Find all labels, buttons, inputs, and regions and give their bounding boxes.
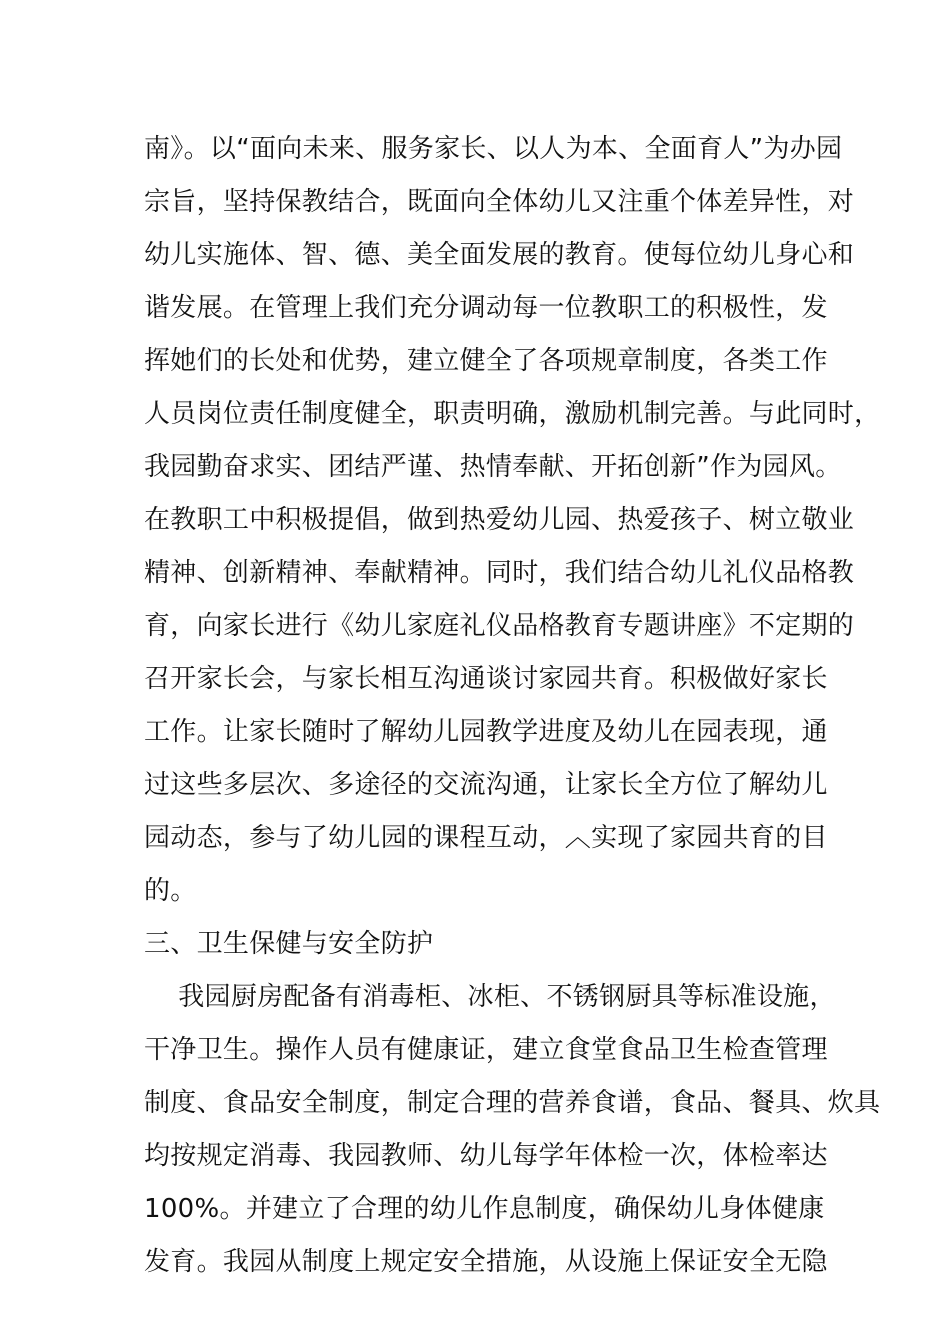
text-line: 育，向家长进行《幼儿家庭礼仪品格教育专题讲座》不定期的: [144, 611, 855, 641]
text-line: 幼儿实施体、智、德、美全面发展的教育。使每位幼儿身心和: [144, 240, 855, 270]
text-line: 在教职工中积极提倡，做到热爱幼儿园、热爱孩子、树立敬业: [144, 505, 855, 535]
text-line: 工作。让家长随时了解幼儿园教学进度及幼儿在园表现，通: [144, 717, 828, 747]
text-line: 过这些多层次、多途径的交流沟通，让家长全方位了解幼儿: [144, 770, 828, 800]
text-line: 召开家长会，与家长相互沟通谈讨家园共育。积极做好家长: [144, 664, 828, 694]
text-line: 人员岗位责任制度健全，职责明确，激励机制完善。与此同时，: [144, 399, 881, 429]
text-line: 均按规定消毒、我园教师、幼儿每学年体检一次，体检率达: [144, 1141, 828, 1171]
text-line: 100%。并建立了合理的幼儿作息制度，确保幼儿身体健康: [144, 1194, 825, 1224]
text-line: 我园勤奋求实、团结严谨、热情奉献、开拓创新”作为园风。: [144, 452, 842, 482]
text-line: 宗旨，坚持保教结合，既面向全体幼儿又注重个体差异性，对: [144, 187, 855, 217]
text-line: 南》。以“面向未来、服务家长、以人为本、全面育人”为办园: [144, 134, 843, 164]
text-line: 挥她们的长处和优势，建立健全了各项规章制度，各类工作: [144, 346, 828, 376]
text-line: 发育。我园从制度上规定安全措施，从设施上保证安全无隐: [144, 1247, 828, 1277]
text-line: 谐发展。在管理上我们充分调动每一位教职工的积极性，发: [144, 293, 828, 323]
section-heading: 三、卫生保健与安全防护: [144, 929, 434, 959]
text-line: 我园厨房配备有消毒柜、冰柜、不锈钢厨具等标准设施，: [144, 982, 836, 1012]
text-line: 园动态，参与了幼儿园的课程互动，︿实现了家园共育的目: [144, 823, 828, 853]
text-line: 干净卫生。操作人员有健康证，建立食堂食品卫生检查管理: [144, 1035, 828, 1065]
text-line: 制度、食品安全制度，制定合理的营养食谱，食品、餐具、炊具: [144, 1088, 881, 1118]
text-line: 的。: [144, 876, 197, 906]
text-line: 精神、创新精神、奉献精神。同时，我们结合幼儿礼仪品格教: [144, 558, 855, 588]
